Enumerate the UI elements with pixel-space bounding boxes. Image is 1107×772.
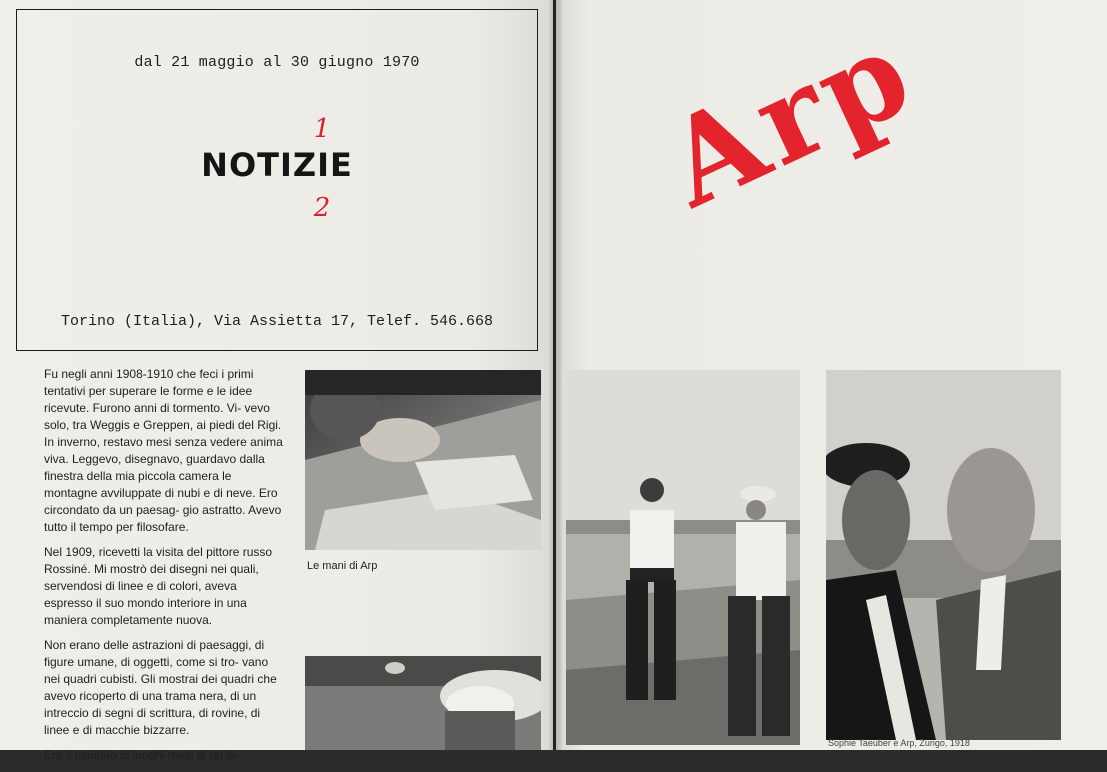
number-two: 2 (313, 193, 331, 223)
portrait-caption: Sophie Taeuber e Arp, Zurigo, 1918 (828, 738, 970, 748)
hands-photo (305, 370, 541, 550)
paragraph-2: Nel 1909, ricevetti la visita del pittore russo Rossiné. Mi mostrò dei disegni nei quali, servendosi di linee e di colori, aveva espresso il suo mondo interiore in una maniera completamente nuova. (44, 545, 273, 627)
hat-photo (305, 656, 541, 750)
paragraph-4: Era il risultato di lunghi mesi di un la- (44, 748, 240, 762)
beach-photo (566, 370, 800, 745)
gallery-info-box (16, 9, 538, 351)
page-gutter (548, 0, 562, 750)
paragraph-1: Fu negli anni 1908-1910 che feci i primi tentativi per superare le forme e le idee ricevute. Furono anni di tormento. Vi- vevo solo, tra Weggis e Greppen, ai piedi del Rigi. In inverno, restavo mesi senza vedere anima viva. Leggevo, disegnavo, guardavo dalla finestra della mia piccola camera le montagne avviluppate di nubi e di neve. Ero circondato da un paesag- gio astratto. Avevo tutto il tempo per filosofare. (44, 367, 283, 534)
body-text (44, 366, 284, 772)
arp-title: Arp (645, 0, 935, 235)
left-page (0, 0, 553, 762)
gallery-address: Torino (Italia), Via Assietta 17, Telef. 546.668 (60, 313, 494, 330)
paragraph-3: Non erano delle astrazioni di paesaggi, di figure umane, di oggetti, come si tro- vano nei quadri cubisti. Gli mostrai dei quadri che avevo ricoperto di una trama nera, di un intreccio di segni di scrittura, di rovine, di linee e di macchie bizzarre. (44, 638, 277, 737)
number-one: 1 (313, 114, 331, 144)
hands-caption: Le mani di Arp (307, 560, 378, 572)
notizie-heading: NOTIZIE (201, 146, 353, 184)
portrait-photo (826, 370, 1061, 740)
exhibition-dates: dal 21 maggio al 30 giugno 1970 (134, 54, 420, 71)
